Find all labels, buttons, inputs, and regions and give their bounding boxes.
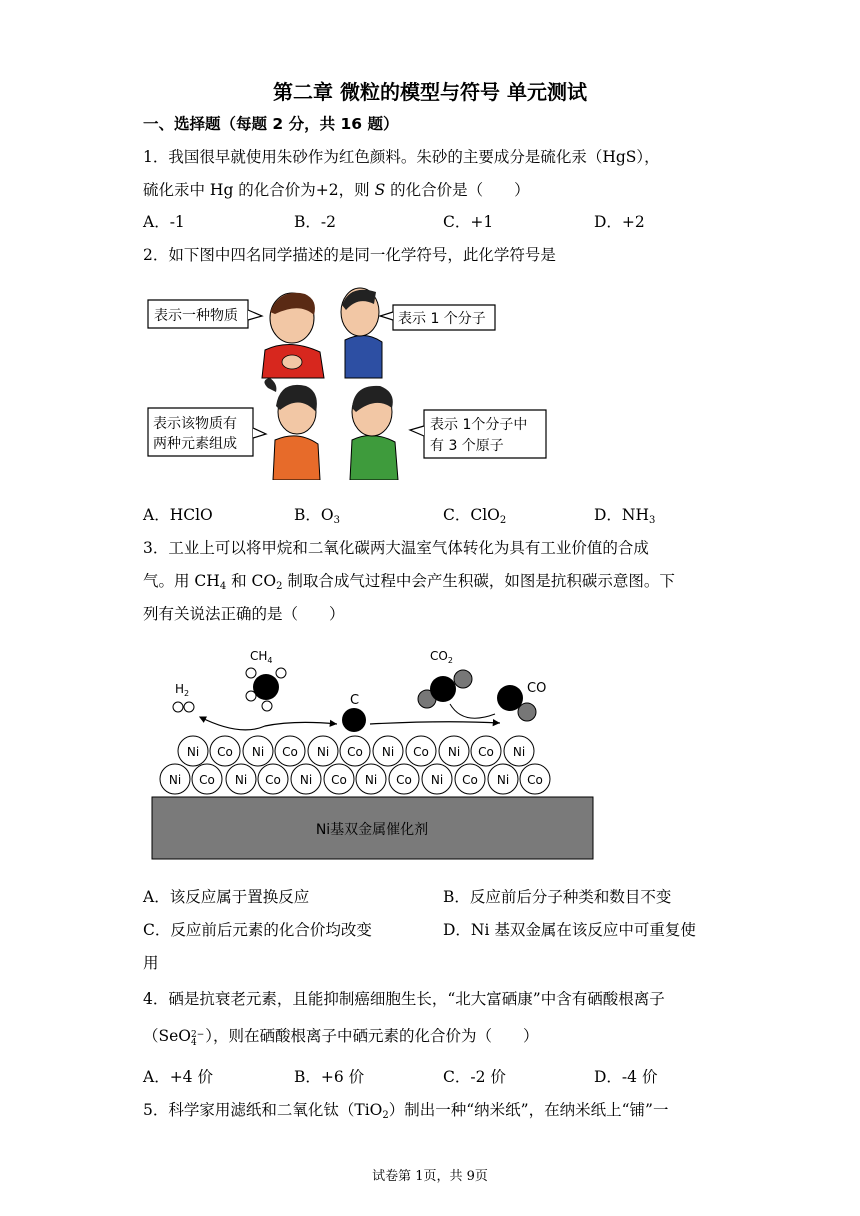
- q2-stem: 2．如下图中四名同学描述的是同一化学符号，此化学符号是: [143, 246, 556, 264]
- q4-option-b[interactable]: B．+6 价: [294, 1068, 365, 1086]
- student-4-figure: [350, 386, 398, 480]
- arrow-c-to-co: [370, 722, 500, 724]
- q1-option-a[interactable]: A．-1: [143, 213, 185, 231]
- q3-option-c[interactable]: C．反应前后元素的化合价均改变: [143, 921, 372, 939]
- q2-students-figure: [140, 280, 560, 480]
- q4-option-c[interactable]: C．-2 价: [443, 1068, 506, 1086]
- q2-option-c[interactable]: C．ClO$_2$: [443, 506, 507, 526]
- q3-line1: 3．工业上可以将甲烷和二氧化碳两大温室气体转化为具有工业价值的合成: [143, 539, 649, 557]
- svg-text:Co: Co: [331, 773, 347, 787]
- ch4-label: $CH_4$: [250, 649, 273, 665]
- q3-option-b[interactable]: B．反应前后分子种类和数目不变: [443, 888, 672, 906]
- h2-atom-2: [184, 702, 194, 712]
- q3-line3: 列有关说法正确的是（ ）: [143, 605, 345, 623]
- svg-text:Ni: Ni: [496, 773, 510, 787]
- bubble-4-text-b: 有 3 个原子: [430, 438, 504, 454]
- svg-text:Co: Co: [282, 745, 298, 759]
- co-carbon-atom: [497, 685, 523, 711]
- svg-text:Ni: Ni: [364, 773, 378, 787]
- bubble-4-text-a: 表示 1个分子中: [430, 417, 528, 433]
- h2-label: $H_2$: [175, 682, 190, 698]
- svg-text:Ni: Ni: [381, 745, 395, 759]
- ch4-carbon-atom: [253, 674, 279, 700]
- section-heading: 一、选择题（每题 2 分，共 16 题）: [143, 115, 399, 133]
- co2-carbon-atom: [430, 676, 456, 702]
- q4-option-a[interactable]: A．+4 价: [143, 1068, 213, 1086]
- q3-option-d-continued: 用: [143, 954, 159, 972]
- svg-text:Co: Co: [396, 773, 412, 787]
- svg-text:Co: Co: [217, 745, 233, 759]
- q1-option-c[interactable]: C．+1: [443, 213, 494, 231]
- arrow-ch4-to-c: [200, 717, 337, 730]
- q1-line2: 硫化汞中 Hg 的化合价为+2，则 S 的化合价是（ ）: [143, 181, 530, 199]
- svg-text:Co: Co: [199, 773, 215, 787]
- svg-text:Ni: Ni: [447, 745, 461, 759]
- page-footer: 试卷第 1页，共 9页: [372, 1169, 488, 1184]
- svg-text:Ni: Ni: [186, 745, 200, 759]
- co-label: CO: [527, 681, 547, 696]
- svg-text:Co: Co: [265, 773, 281, 787]
- bubble-2-text: 表示 1 个分子: [398, 311, 486, 327]
- bubble-3-text-b: 两种元素组成: [153, 436, 237, 452]
- svg-text:Ni: Ni: [251, 745, 265, 759]
- svg-text:Co: Co: [347, 745, 363, 759]
- q2-option-d[interactable]: D．$NH_3$: [594, 506, 656, 526]
- q4-line2: （SeO 2− 4 ），则在硒酸根离子中硒元素的化合价为（ ）: [143, 1027, 539, 1048]
- co2-label: $CO_2$: [430, 649, 453, 665]
- q1-option-d[interactable]: D．+2: [594, 213, 645, 231]
- student-3-figure: [264, 378, 320, 480]
- bubble-1-text: 表示一种物质: [154, 308, 238, 324]
- h2-atom-1: [173, 702, 183, 712]
- student-2-figure: [341, 288, 382, 378]
- q4-option-d[interactable]: D．-4 价: [594, 1068, 658, 1086]
- svg-text:Ni: Ni: [234, 773, 248, 787]
- c-label: C: [350, 693, 360, 708]
- q3-line2: 气。用 $CH_4$ 和 $CO_2$ 制取合成气过程中会产生积碳，如图是抗积碳示意图。下: [143, 572, 675, 592]
- svg-text:Ni: Ni: [299, 773, 313, 787]
- svg-text:Co: Co: [478, 745, 494, 759]
- arrow-co2-to-co: [450, 704, 495, 718]
- q1-option-b[interactable]: B．-2: [294, 213, 336, 231]
- svg-text:Co: Co: [413, 745, 429, 759]
- student-1-figure: [262, 293, 324, 378]
- page-title: 第二章 微粒的模型与符号 单元测试: [273, 80, 587, 104]
- svg-text:Ni: Ni: [168, 773, 182, 787]
- catalyst-row-2: [160, 764, 550, 794]
- catalyst-base-label: Ni基双金属催化剂: [315, 822, 429, 838]
- svg-text:Co: Co: [527, 773, 543, 787]
- svg-text:Co: Co: [462, 773, 478, 787]
- svg-text:Ni: Ni: [316, 745, 330, 759]
- bubble-3-text-a: 表示该物质有: [153, 416, 237, 432]
- carbon-atom: [342, 708, 366, 732]
- q2-option-b[interactable]: B．$O_3$: [294, 506, 340, 526]
- q3-option-d[interactable]: D．Ni 基双金属在该反应中可重复使: [443, 921, 696, 939]
- q3-catalyst-diagram: [145, 640, 600, 865]
- svg-text:Ni: Ni: [430, 773, 444, 787]
- catalyst-row-1: [178, 736, 534, 766]
- q3-option-a[interactable]: A．该反应属于置换反应: [143, 888, 310, 906]
- q2-option-a[interactable]: A．HClO: [143, 506, 213, 524]
- svg-text:Ni: Ni: [512, 745, 526, 759]
- q1-line1: 1．我国很早就使用朱砂作为红色颜料。朱砂的主要成分是硫化汞（HgS），: [143, 148, 660, 166]
- q4-line1: 4．硒是抗衰老元素，且能抑制癌细胞生长，“北大富硒康”中含有硒酸根离子: [143, 990, 665, 1008]
- q5-line1: 5．科学家用滤纸和二氧化钛（TiO$_2$）制出一种“纳米纸”，在纳米纸上“铺”一: [143, 1101, 669, 1121]
